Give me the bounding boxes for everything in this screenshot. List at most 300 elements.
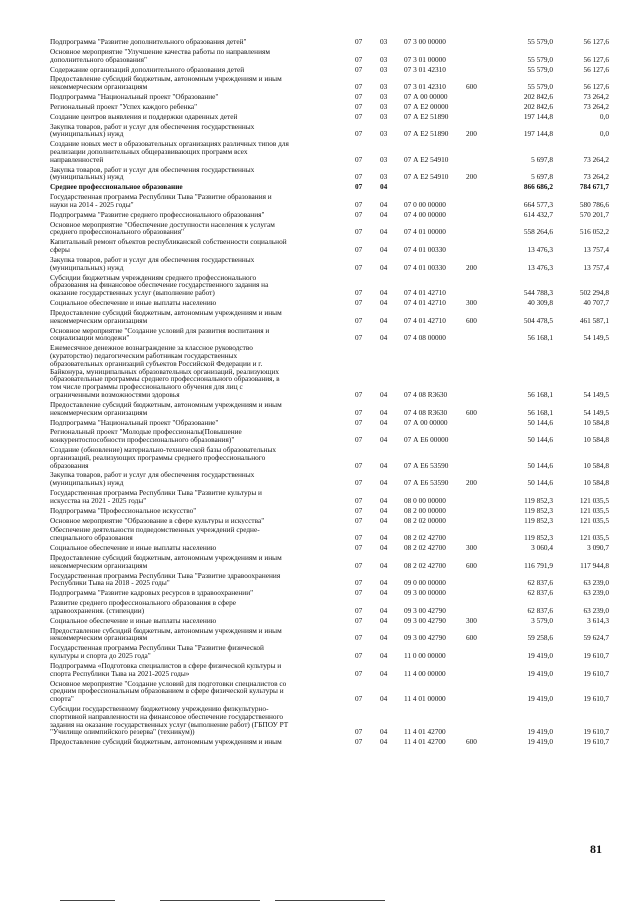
row-description <box>50 309 350 325</box>
subsection-code: 03 <box>380 82 388 92</box>
description-line: Закупка товаров, работ и услуг для обеспечения государственных <box>50 122 255 131</box>
section-code: 07 <box>355 407 363 417</box>
expense-type-code: 300 <box>466 543 477 553</box>
target-article-code: 07 А Е2 54910 <box>404 172 449 182</box>
amount-year-1: 62 837,6 <box>527 605 553 615</box>
row-description <box>50 446 350 469</box>
subsection-code: 04 <box>380 505 388 515</box>
row-description <box>50 113 350 121</box>
description-line: некоммерческим организациям <box>50 82 148 91</box>
target-article-code: 07 А Е2 54910 <box>404 154 449 164</box>
amount-year-1: 19 419,0 <box>527 668 553 678</box>
row-description <box>50 419 350 427</box>
expense-type-code: 200 <box>466 172 477 182</box>
subsection-code: 03 <box>380 92 388 101</box>
amount-year-1: 197 144,8 <box>523 129 553 139</box>
description-line: (муниципальных) нужд <box>50 262 124 272</box>
target-article-code: 08 2 02 00000 <box>404 515 446 525</box>
target-article-code: 07 4 01 00330 <box>404 262 446 272</box>
table-row <box>0 419 639 427</box>
table-row <box>0 344 639 399</box>
subsection-code: 04 <box>380 651 388 661</box>
row-description <box>50 344 350 399</box>
target-article-code: 09 3 00 42790 <box>404 615 446 625</box>
target-article-code: 07 4 08 R3630 <box>404 407 448 417</box>
table-row <box>0 48 639 64</box>
description-line: Обеспечение деятельности подведомственных учреждений средне- <box>50 526 260 535</box>
table-row <box>0 327 639 343</box>
amount-year-1: 119 852,3 <box>524 495 553 505</box>
description-line: Развитие среднего профессионального образования в сфере <box>50 599 237 608</box>
target-article-code: 07 4 01 42710 <box>404 288 446 298</box>
table-row <box>0 680 639 703</box>
expense-type-code: 600 <box>466 407 477 417</box>
amount-year-2: 3 614,3 <box>587 615 609 625</box>
description-line: Основное мероприятие "Улучшение качества работы по направлениям <box>50 47 270 56</box>
amount-year-1: 3 060,4 <box>531 543 553 553</box>
amount-year-2: 502 294,8 <box>579 288 609 298</box>
target-article-code: 09 3 00 00000 <box>404 588 446 598</box>
amount-year-1: 62 837,6 <box>527 588 553 598</box>
subsection-code: 04 <box>380 605 388 615</box>
amount-year-2: 54 149,5 <box>583 389 609 399</box>
amount-year-2: 10 584,8 <box>583 478 609 488</box>
expense-type-code: 600 <box>466 315 477 325</box>
footer-divider <box>160 900 260 901</box>
amount-year-1: 55 579,0 <box>527 37 553 46</box>
row-description <box>50 238 350 254</box>
table-row <box>0 238 639 254</box>
subsection-code: 04 <box>380 543 388 553</box>
amount-year-2: 121 035,5 <box>579 505 609 515</box>
expense-type-code: 200 <box>466 262 477 272</box>
amount-year-1: 62 837,6 <box>527 578 553 588</box>
description-line: Региональный проект "Успех каждого ребенка" <box>50 102 198 111</box>
description-line: дополнительного образования" <box>50 54 147 64</box>
description-line: Закупка товаров, работ и услуг для обеспечения государственных <box>50 255 255 264</box>
row-description <box>50 572 350 588</box>
target-article-code: 07 0 00 00000 <box>404 199 446 209</box>
amount-year-2: 784 671,7 <box>579 182 609 192</box>
section-code: 07 <box>355 694 363 704</box>
expense-type-code: 600 <box>466 82 477 92</box>
description-line: Создание центров выявления и поддержки одаренных детей <box>50 112 238 121</box>
description-line: (муниципальных) нужд <box>50 478 124 488</box>
amount-year-2: 19 610,7 <box>583 727 609 737</box>
target-article-code: 07 А Е2 00000 <box>404 101 449 111</box>
section-code: 07 <box>355 154 363 164</box>
description-line: некоммерческим организациям <box>50 315 148 325</box>
subsection-code: 04 <box>380 417 388 427</box>
target-article-code: 07 А Е6 53590 <box>404 478 449 488</box>
description-line: Подпрограмма "Развитие кадровых ресурсов в здравоохранении" <box>50 589 254 598</box>
amount-year-1: 202 842,6 <box>523 92 553 101</box>
subsection-code: 04 <box>380 588 388 598</box>
amount-year-2: 73 264,2 <box>583 101 609 111</box>
table-row <box>0 544 639 552</box>
description-line: Субсидии бюджетным учреждениям среднего профессионального <box>50 273 257 282</box>
row-description <box>50 471 350 487</box>
amount-year-1: 19 419,0 <box>527 694 553 704</box>
description-line: Государственная программа Республики Тыва "Развитие физической <box>50 644 264 653</box>
table-row <box>0 446 639 469</box>
description-line: Предоставление субсидий бюджетным, автономным учреждениям и иным <box>50 400 282 409</box>
amount-year-2: 73 264,2 <box>583 92 609 101</box>
subsection-code: 04 <box>380 435 388 445</box>
description-line: направленностей <box>50 154 104 164</box>
subsection-code: 03 <box>380 111 388 121</box>
row-description <box>50 526 350 542</box>
amount-year-1: 119 852,3 <box>524 515 553 525</box>
subsection-code: 04 <box>380 298 388 308</box>
section-code: 07 <box>355 315 363 325</box>
amount-year-1: 13 476,3 <box>527 245 553 255</box>
amount-year-2: 56 127,6 <box>583 54 609 64</box>
table-row <box>0 93 639 101</box>
description-line: Среднее профессиональное образование <box>50 183 183 192</box>
description-line: Республики Тыва на 2018 - 2025 годы" <box>50 578 170 588</box>
subsection-code: 04 <box>380 615 388 625</box>
amount-year-2: 19 610,7 <box>583 694 609 704</box>
amount-year-2: 56 127,6 <box>583 64 609 74</box>
amount-year-1: 3 579,0 <box>531 615 553 625</box>
target-article-code: 09 3 00 42790 <box>404 605 446 615</box>
section-code: 07 <box>355 199 363 209</box>
amount-year-2: 10 584,8 <box>583 460 609 470</box>
row-description <box>50 183 350 191</box>
row-description <box>50 166 350 182</box>
table-row <box>0 705 639 736</box>
table-row <box>0 401 639 417</box>
expense-type-code: 300 <box>466 615 477 625</box>
row-description <box>50 680 350 703</box>
amount-year-2: 73 264,2 <box>583 172 609 182</box>
description-line: культуры и спорта до 2025 года" <box>50 651 151 660</box>
table-row <box>0 507 639 515</box>
description-line: реализации дополнительных общеразвивающих программ всех <box>50 146 248 156</box>
target-article-code: 07 4 01 42710 <box>404 315 446 325</box>
subsection-code: 04 <box>380 460 388 470</box>
description-line: сферы <box>50 245 70 254</box>
table-row <box>0 644 639 660</box>
table-row <box>0 38 639 46</box>
table-row <box>0 299 639 307</box>
subsection-code: 04 <box>380 199 388 209</box>
row-description <box>50 599 350 615</box>
table-row <box>0 113 639 121</box>
expense-type-code: 300 <box>466 298 477 308</box>
description-line: организаций, реализующих программы среднего профессионального <box>50 452 266 462</box>
amount-year-2: 3 090,7 <box>587 543 609 553</box>
row-description <box>50 38 350 46</box>
expense-type-code: 200 <box>466 478 477 488</box>
description-line: некоммерческим организациям <box>50 560 148 570</box>
row-description <box>50 103 350 111</box>
description-line: (муниципальных) нужд <box>50 129 124 139</box>
page-number: 81 <box>590 842 602 856</box>
amount-year-2: 10 584,8 <box>583 417 609 427</box>
subsection-code: 04 <box>380 333 388 343</box>
amount-year-1: 55 579,0 <box>527 82 553 92</box>
row-description <box>50 221 350 237</box>
row-description <box>50 644 350 660</box>
description-line: Государственная программа Республики Тыва "Развитие культуры и <box>50 489 262 498</box>
table-row <box>0 183 639 191</box>
description-line: образовательные программы среднего профессионального образования, в <box>50 374 280 384</box>
section-code: 07 <box>355 54 363 64</box>
amount-year-2: 13 757,4 <box>583 262 609 272</box>
description-line: Содержание организаций дополнительного образования детей <box>50 65 245 74</box>
subsection-code: 04 <box>380 727 388 737</box>
row-description <box>50 256 350 272</box>
expense-type-code: 200 <box>466 129 477 139</box>
amount-year-1: 614 432,7 <box>523 209 553 219</box>
subsection-code: 04 <box>380 262 388 272</box>
subsection-code: 04 <box>380 515 388 525</box>
description-line: конкурентоспособности профессионального образования)" <box>50 435 235 444</box>
subsection-code: 04 <box>380 288 388 298</box>
amount-year-1: 59 258,6 <box>527 633 553 643</box>
row-description <box>50 140 350 163</box>
description-line: том числе программы профессионального обучения для лиц с <box>50 382 243 392</box>
description-line: Социальное обеспечение и иные выплаты населению <box>50 616 217 625</box>
section-code: 07 <box>355 543 363 553</box>
subsection-code: 04 <box>380 578 388 588</box>
amount-year-2: 54 149,5 <box>583 333 609 343</box>
target-article-code: 07 4 01 42710 <box>404 298 446 308</box>
section-code: 07 <box>355 389 363 399</box>
subsection-code: 04 <box>380 694 388 704</box>
description-line: оказание государственных услуг (выполнение работ) <box>50 288 215 297</box>
description-line: средним профессиональным образованием в сфере физической культуры и <box>50 686 284 696</box>
row-description <box>50 738 350 746</box>
subsection-code: 04 <box>380 668 388 678</box>
table-row <box>0 123 639 139</box>
target-article-code: 07 А 00 00000 <box>404 92 448 101</box>
description-line: Основное мероприятие "Обеспечение доступности населения к услугам <box>50 220 275 229</box>
section-code: 07 <box>355 64 363 74</box>
subsection-code: 04 <box>380 495 388 505</box>
description-line: Государственная программа Республики Тыва "Развитие здравоохранения <box>50 571 281 580</box>
section-code: 07 <box>355 182 363 192</box>
description-line: "Училище олимпийского резерва" (техникум)) <box>50 727 195 737</box>
target-article-code: 07 А Е2 51890 <box>404 129 449 139</box>
description-line: спорта Республики Тыва на 2021-2025 годы» <box>50 668 190 678</box>
table-row <box>0 617 639 625</box>
section-code: 07 <box>355 578 363 588</box>
footer-divider <box>275 900 385 901</box>
amount-year-1: 56 168,1 <box>527 407 553 417</box>
section-code: 07 <box>355 333 363 343</box>
description-line: Подпрограмма "Развитие дополнительного образования детей" <box>50 38 247 46</box>
target-article-code: 08 2 00 00000 <box>404 505 446 515</box>
target-article-code: 07 4 00 00000 <box>404 209 446 219</box>
section-code: 07 <box>355 560 363 570</box>
amount-year-1: 50 144,6 <box>527 460 553 470</box>
amount-year-1: 866 686,2 <box>523 182 553 192</box>
target-article-code: 07 4 08 R3630 <box>404 389 448 399</box>
amount-year-2: 0,0 <box>599 129 609 139</box>
row-description <box>50 123 350 139</box>
target-article-code: 07 А 00 00000 <box>404 417 448 427</box>
description-line: (муниципальных) нужд <box>50 172 124 182</box>
amount-year-1: 55 579,0 <box>527 64 553 74</box>
row-description <box>50 211 350 219</box>
description-line: Подпрограмма "Развитие среднего профессионального образования" <box>50 210 265 219</box>
row-description <box>50 93 350 101</box>
description-line: социализации молодежи" <box>50 333 130 343</box>
table-row <box>0 166 639 182</box>
description-line: некоммерческим организациям <box>50 633 148 643</box>
amount-year-1: 56 168,1 <box>527 333 553 343</box>
description-line: Предоставление субсидий бюджетным, автономным учреждениям и иным <box>50 738 282 747</box>
target-article-code: 09 3 00 42790 <box>404 633 446 643</box>
subsection-code: 03 <box>380 154 388 164</box>
subsection-code: 03 <box>380 37 388 46</box>
row-description <box>50 401 350 417</box>
section-code: 07 <box>355 82 363 92</box>
row-description <box>50 299 350 307</box>
amount-year-1: 55 579,0 <box>527 54 553 64</box>
section-code: 07 <box>355 615 363 625</box>
amount-year-1: 50 144,6 <box>527 417 553 427</box>
section-code: 07 <box>355 435 363 445</box>
section-code: 07 <box>355 478 363 488</box>
subsection-code: 03 <box>380 54 388 64</box>
subsection-code: 04 <box>380 737 388 747</box>
target-article-code: 11 0 00 00000 <box>404 651 446 661</box>
section-code: 07 <box>355 417 363 427</box>
description-line: Подпрограмма "Национальный проект "Образование" <box>50 418 219 427</box>
row-description <box>50 327 350 343</box>
description-line: Капитальный ремонт объектов республиканской собственности социальной <box>50 238 287 247</box>
subsection-code: 04 <box>380 478 388 488</box>
amount-year-1: 504 478,5 <box>523 315 553 325</box>
table-row <box>0 309 639 325</box>
target-article-code: 11 4 01 42700 <box>404 737 446 747</box>
amount-year-1: 558 264,6 <box>523 227 553 237</box>
table-row <box>0 140 639 163</box>
description-line: Основное мероприятие "Создание условий для подготовки специалистов со <box>50 679 287 688</box>
amount-year-1: 5 697,8 <box>531 154 553 164</box>
description-line: Создание новых мест в образовательных организациях различных типов для <box>50 140 289 149</box>
amount-year-2: 19 610,7 <box>583 668 609 678</box>
description-line: среднего профессионального образования" <box>50 227 185 237</box>
row-description <box>50 705 350 736</box>
section-code: 07 <box>355 101 363 111</box>
description-line: Основное мероприятие "Образование в сфере культуры и искусства" <box>50 516 265 525</box>
target-article-code: 07 А Е6 53590 <box>404 460 449 470</box>
description-line: спортивной направленности на финансовое обеспечение государственного <box>50 711 283 721</box>
description-line: Предоставление субсидий бюджетным, автономным учреждениям и иным <box>50 308 282 317</box>
description-line: Социальное обеспечение и иные выплаты населению <box>50 299 217 307</box>
table-row <box>0 738 639 746</box>
target-article-code: 07 4 01 00330 <box>404 245 446 255</box>
subsection-code: 04 <box>380 389 388 399</box>
table-row <box>0 66 639 74</box>
table-row <box>0 193 639 209</box>
row-description <box>50 617 350 625</box>
row-description <box>50 662 350 678</box>
target-article-code: 08 2 02 42700 <box>404 560 446 570</box>
section-code: 07 <box>355 172 363 182</box>
subsection-code: 04 <box>380 245 388 255</box>
description-line: Ежемесячное денежное вознаграждение за классное руководство <box>50 344 253 353</box>
row-description <box>50 428 350 444</box>
amount-year-1: 13 476,3 <box>527 262 553 272</box>
subsection-code: 04 <box>380 560 388 570</box>
section-code: 07 <box>355 495 363 505</box>
description-line: Подпрограмма "Национальный проект "Образование" <box>50 93 219 101</box>
target-article-code: 08 2 02 42700 <box>404 533 446 543</box>
description-line: задания на оказание государственных услуг (выполнение работ) (ГБПОУ РТ <box>50 719 289 729</box>
description-line: Предоставление субсидий бюджетным, автономным учреждениям и иным <box>50 553 282 562</box>
target-article-code: 11 4 01 42700 <box>404 727 446 737</box>
amount-year-1: 119 852,3 <box>524 505 553 515</box>
amount-year-2: 59 624,7 <box>583 633 609 643</box>
section-code: 07 <box>355 37 363 46</box>
description-line: образования <box>50 460 89 470</box>
table-row <box>0 662 639 678</box>
description-line: Создание (обновление) материально-технической базы образовательных <box>50 446 277 454</box>
section-code: 07 <box>355 633 363 643</box>
section-code: 07 <box>355 111 363 121</box>
amount-year-1: 202 842,6 <box>523 101 553 111</box>
description-line: специального образования <box>50 533 133 543</box>
target-article-code: 07 3 00 00000 <box>404 37 446 46</box>
table-row <box>0 103 639 111</box>
amount-year-2: 56 127,6 <box>583 37 609 46</box>
section-code: 07 <box>355 245 363 255</box>
subsection-code: 04 <box>380 633 388 643</box>
table-row <box>0 589 639 597</box>
amount-year-2: 63 239,0 <box>583 605 609 615</box>
description-line: Основное мероприятие "Создание условий для развития воспитания и <box>50 326 270 335</box>
table-row <box>0 274 639 297</box>
target-article-code: 08 2 02 42700 <box>404 543 446 553</box>
amount-year-2: 0,0 <box>599 111 609 121</box>
description-line: некоммерческим организациям <box>50 407 148 417</box>
amount-year-2: 54 149,5 <box>583 407 609 417</box>
table-row <box>0 489 639 505</box>
subsection-code: 03 <box>380 64 388 74</box>
row-description <box>50 544 350 552</box>
table-row <box>0 599 639 615</box>
table-row <box>0 517 639 525</box>
amount-year-1: 119 852,3 <box>524 533 553 543</box>
section-code: 07 <box>355 298 363 308</box>
amount-year-2: 63 239,0 <box>583 578 609 588</box>
description-line: образования на финансовое обеспечение государственного задания на <box>50 280 269 290</box>
section-code: 07 <box>355 533 363 543</box>
row-description <box>50 489 350 505</box>
subsection-code: 03 <box>380 101 388 111</box>
row-description <box>50 589 350 597</box>
amount-year-1: 544 788,3 <box>523 288 553 298</box>
subsection-code: 04 <box>380 533 388 543</box>
section-code: 07 <box>355 288 363 298</box>
footer-divider <box>60 900 115 901</box>
description-line: спорта" <box>50 694 74 703</box>
table-row <box>0 554 639 570</box>
expense-type-code: 600 <box>466 737 477 747</box>
amount-year-2: 461 587,1 <box>579 315 609 325</box>
row-description <box>50 274 350 297</box>
target-article-code: 07 4 08 00000 <box>404 333 446 343</box>
section-code: 07 <box>355 209 363 219</box>
row-description <box>50 507 350 515</box>
amount-year-1: 19 419,0 <box>527 727 553 737</box>
